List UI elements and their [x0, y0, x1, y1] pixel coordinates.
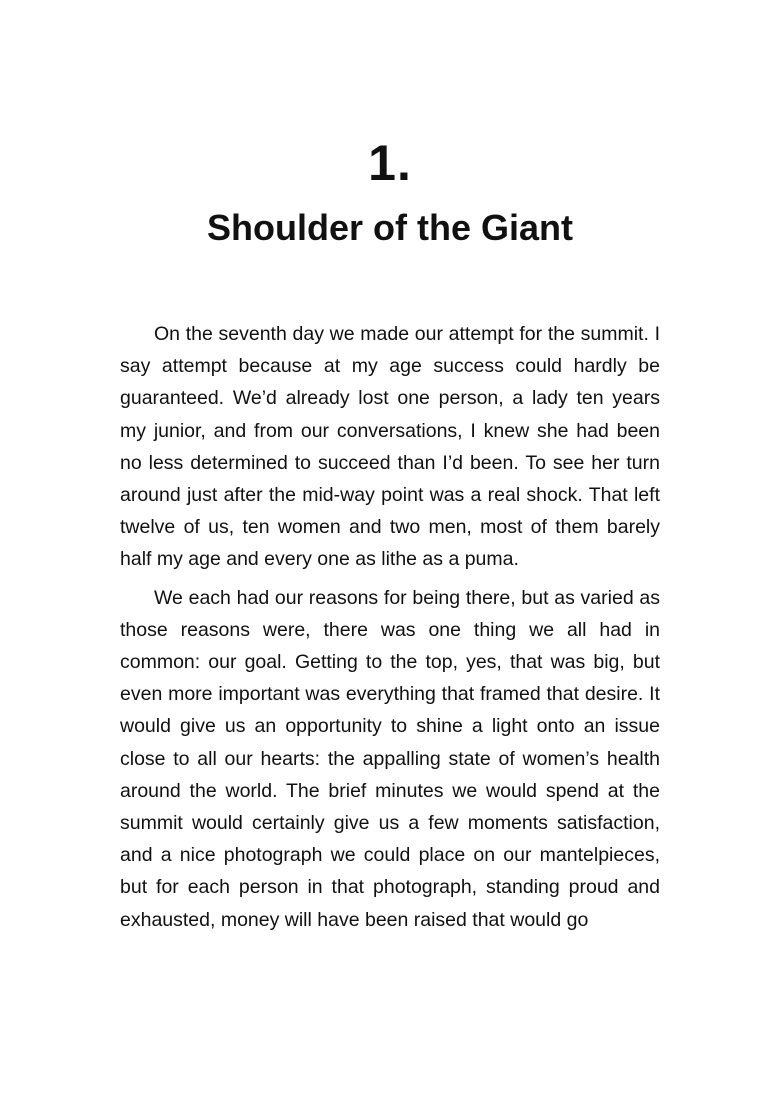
paragraph-1: On the seventh day we made our attempt for the summit. I say attempt because at my age success could hardly be guaranteed. We’d already lost one person, a lady ten years my junior, and from our conversations, I knew she had been no less determined to succeed than I’d been. To see her turn around just after the mid-way point was a real shock. That left twelve of us, ten women and two men, most of them barely half my age and every one as lithe as a puma.: [120, 323, 660, 571]
paragraph-2: We each had our reasons for being there, but as varied as those reasons were, there was one thing we all had in common: our goal. Getting to the top, yes, that was big, but even more important was everything that framed that desire. It would give us an opportunity to shine a light onto an issue close to all our hearts: the appalling state of women’s health around the world. The brief minutes we would spend at the summit would certainly give us a few moments satisfaction, and a nice photograph we could place on our mantelpieces, but for each person in that photograph, standing proud and exhausted, money will have been raised that would go: [120, 586, 660, 931]
chapter-number: 1.: [368, 135, 412, 191]
chapter-title: Shoulder of the Giant: [207, 207, 573, 248]
chapter-body: [120, 318, 660, 942]
